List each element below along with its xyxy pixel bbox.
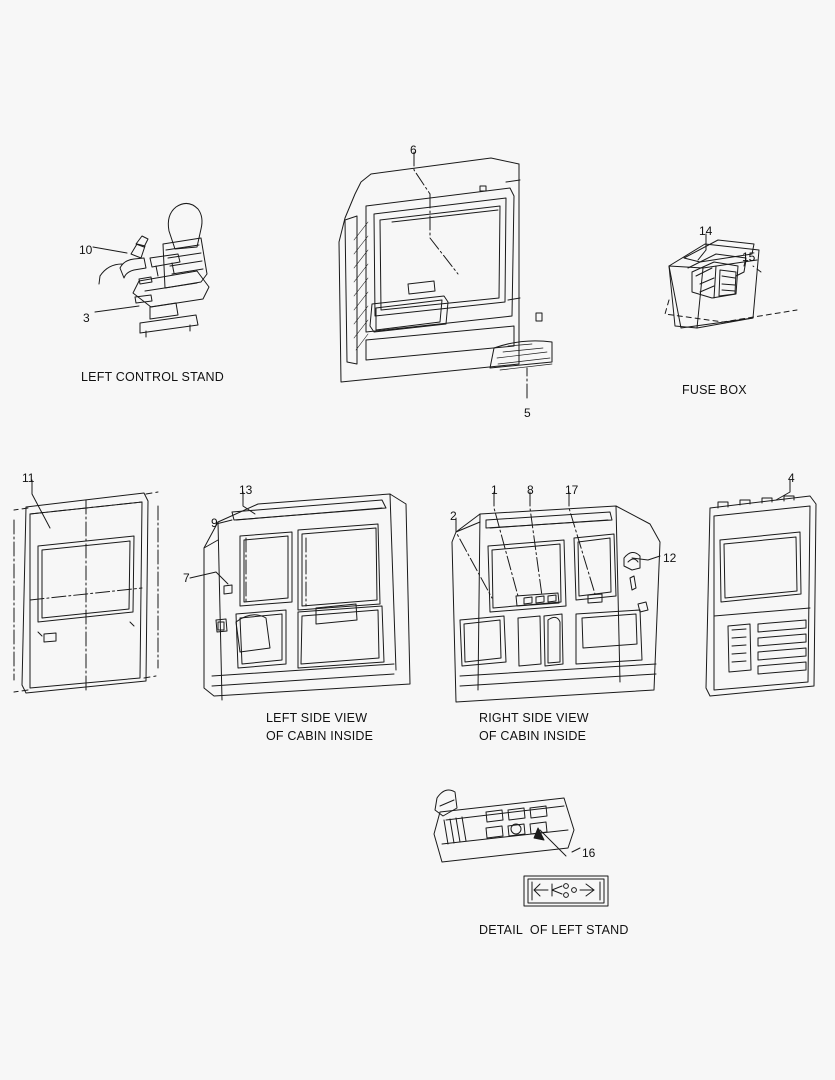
caption-right-side-view-line1: RIGHT SIDE VIEW [479, 711, 589, 725]
front-panel-view [14, 480, 158, 693]
caption-left-control-stand: LEFT CONTROL STAND [81, 370, 224, 384]
callout-1: 1 [491, 483, 498, 497]
caption-left-side-view-line1: LEFT SIDE VIEW [266, 711, 368, 725]
callout-15: 15 [742, 250, 756, 264]
callout-9: 9 [211, 516, 218, 530]
caption-left-side-view-line2: OF CABIN INSIDE [266, 729, 374, 743]
callout-16: 16 [582, 846, 596, 860]
caption-fuse-box: FUSE BOX [682, 383, 747, 397]
callout-13: 13 [239, 483, 253, 497]
fuse-box-view [665, 234, 797, 328]
callout-4: 4 [788, 471, 795, 485]
cab-cutaway-view [339, 152, 552, 398]
rear-panel-view [706, 480, 816, 696]
callout-11: 11 [22, 471, 35, 485]
callout-17: 17 [565, 483, 579, 497]
caption-detail-of-left-stand: DETAIL OF LEFT STAND [479, 923, 629, 937]
caption-right-side-view-line2: OF CABIN INSIDE [479, 729, 587, 743]
callout-2: 2 [450, 509, 457, 523]
callout-12: 12 [663, 551, 677, 565]
callout-3: 3 [83, 311, 90, 325]
callout-6: 6 [410, 143, 417, 157]
right-side-cabin-view [452, 492, 660, 702]
callout-8: 8 [527, 483, 534, 497]
left-side-cabin-view [190, 492, 410, 700]
callout-10: 10 [79, 243, 93, 257]
left-control-stand-view [93, 203, 209, 337]
callout-5: 5 [524, 406, 531, 420]
callout-14: 14 [699, 224, 713, 238]
callout-7: 7 [183, 571, 190, 585]
